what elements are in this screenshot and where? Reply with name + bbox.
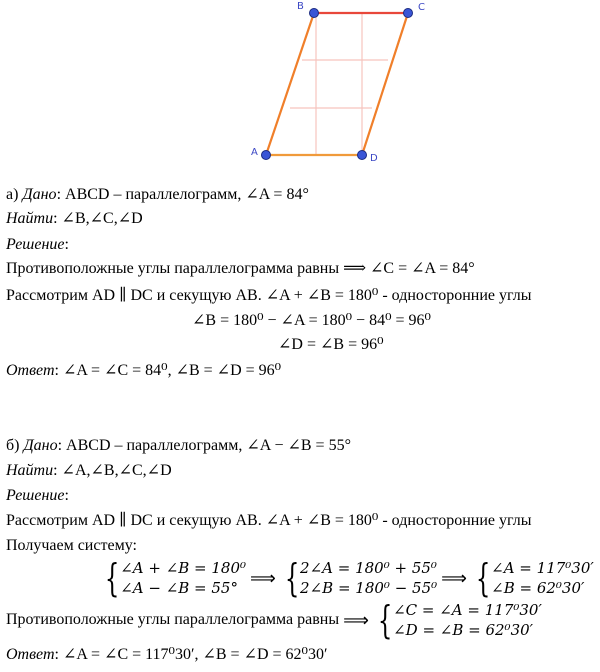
part-a-answer-label: Ответ (6, 362, 55, 379)
label-b: B (297, 1, 304, 12)
vertex-a-point (262, 151, 271, 160)
system-4-row2: ∠D = ∠B = 62⁰30′ (393, 621, 534, 639)
part-a-find-text: : ∠B,∠C,∠D (53, 210, 143, 227)
system-3-row1: ∠A = 117⁰30′ (491, 559, 594, 577)
system-4-row1: ∠C = ∠A = 117⁰30′ (393, 601, 542, 619)
side-dc (362, 13, 408, 155)
part-b-find (6, 461, 172, 481)
implies-arrow-1: ⟹ (250, 567, 276, 589)
brace-3: { (475, 556, 491, 600)
side-ab (266, 13, 314, 155)
part-b-solution-label: Решение (6, 487, 65, 504)
part-b-solution-colon: : (64, 487, 69, 504)
part-a-line1: Противоположные углы параллелограмма равны ⟹ ∠C = ∠A = 84° (6, 260, 475, 277)
part-a-given (6, 185, 309, 205)
part-a-line2: Рассмотрим AD ∥ DC и секущую AB. ∠A + ∠B = 180⁰ - односторонние углы (6, 287, 532, 304)
part-b-line1: Рассмотрим AD ∥ DC и секущую AB. ∠A + ∠B = 180⁰ - односторонние углы (6, 512, 532, 529)
system-2-row2: 2∠B = 180⁰ − 55⁰ (300, 579, 438, 597)
label-a: A (251, 147, 258, 158)
label-d: D (370, 153, 378, 164)
system-4 (393, 600, 542, 640)
part-a-answer (6, 361, 281, 381)
brace-4: { (377, 598, 393, 642)
system-1-row2: ∠A − ∠B = 55° (120, 579, 238, 597)
part-b-given (6, 436, 351, 456)
part-b-prefix: б) (6, 437, 24, 454)
part-a-solution-colon: : (64, 236, 69, 253)
part-b-find-text: : ∠A,∠B,∠C,∠D (53, 462, 172, 479)
vertex-c-point (404, 9, 413, 18)
part-a-solution (6, 235, 69, 255)
label-c: C (418, 2, 425, 13)
system-2 (300, 558, 437, 598)
grid-lines (290, 13, 388, 155)
part-b-answer-label: Ответ (6, 646, 55, 663)
part-b-given-text: : ABCD – параллелограмм, ∠A − ∠B = 55° (57, 437, 351, 454)
vertex-d-point (358, 151, 367, 160)
system-1 (120, 558, 246, 598)
part-a-find-label: Найти (6, 210, 54, 227)
parallelogram-figure (0, 0, 600, 180)
part-a-find (6, 209, 143, 229)
brace-1: { (104, 556, 120, 600)
system-3-row2: ∠B = 62⁰30′ (491, 579, 585, 597)
part-a-line4: ∠D = ∠B = 96⁰ (278, 336, 384, 353)
system-1-row1: ∠A + ∠B = 180⁰ (120, 559, 247, 577)
part-b-answer (6, 645, 327, 665)
part-a-prefix: а) (6, 186, 23, 203)
part-b-line2: Получаем систему: (6, 537, 137, 554)
part-b-answer-text: : ∠A = ∠C = 117⁰30′, ∠B = ∠D = 62⁰30′ (54, 646, 328, 663)
part-a-solution-label: Решение (6, 236, 65, 253)
implies-arrow-2: ⟹ (441, 567, 467, 589)
system-row (100, 558, 594, 598)
implies-arrow-3: ⟹ (343, 609, 369, 631)
part-b-line3: Противоположные углы параллелограмма равны (6, 611, 340, 628)
part-a-answer-text: : ∠A = ∠C = 84⁰, ∠B = ∠D = 96⁰ (54, 362, 282, 379)
part-a-line3: ∠B = 180⁰ − ∠A = 180⁰ − 84⁰ = 96⁰ (192, 312, 431, 329)
part-b-find-label: Найти (6, 462, 54, 479)
part-b-given-label: Дано (23, 437, 58, 454)
opposite-angles-row (6, 600, 542, 640)
part-a-given-text: : ABCD – параллелограмм, ∠A = 84° (56, 186, 309, 203)
vertex-b-point (310, 9, 319, 18)
part-a-given-label: Дано (22, 186, 57, 203)
part-b-solution (6, 486, 69, 506)
system-2-row1: 2∠A = 180⁰ + 55⁰ (300, 559, 437, 577)
system-3 (491, 558, 594, 598)
brace-2: { (284, 556, 300, 600)
